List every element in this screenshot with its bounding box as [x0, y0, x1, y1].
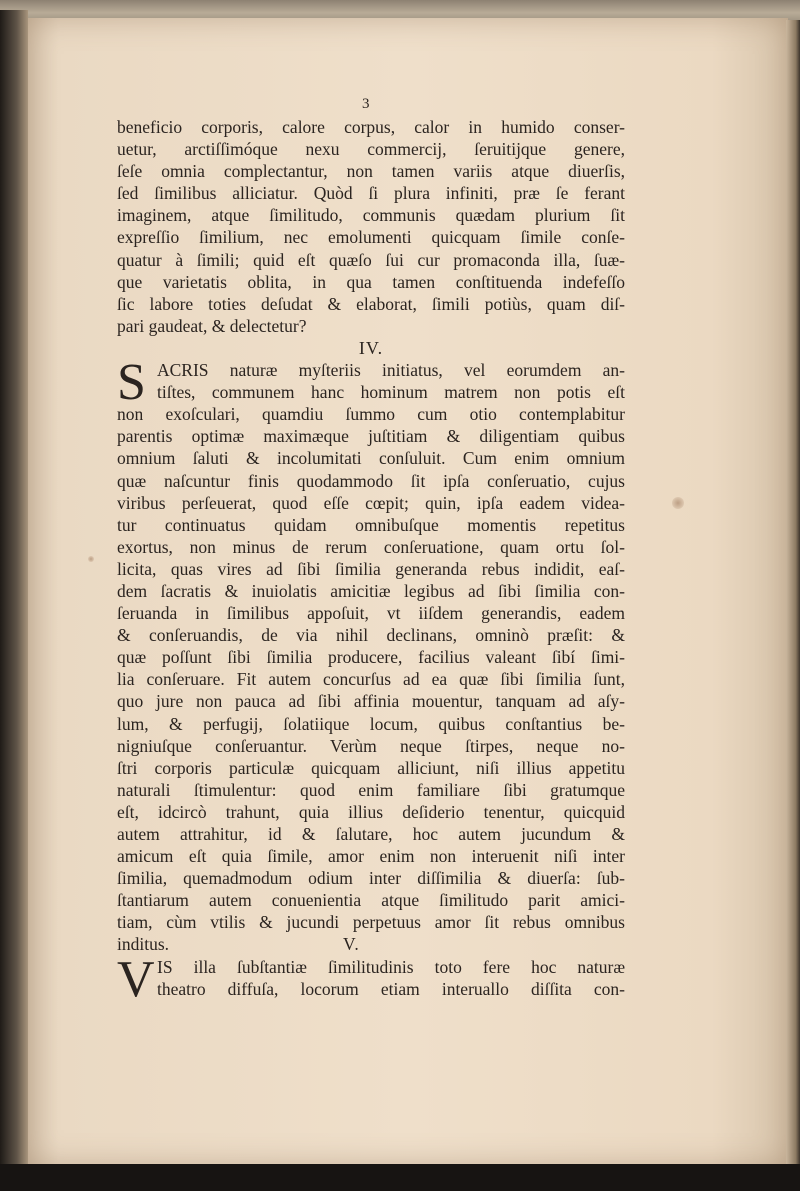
- closing-line: [117, 933, 625, 955]
- text-line: pari gaudeat, & delectetur?: [117, 315, 307, 336]
- section-v-opening: [117, 950, 625, 1008]
- text-line: ACRIS naturæ myſteriis initiatus, vel eorumdem an-: [157, 360, 625, 381]
- text-line: non exoſculari, quamdiu ſummo cum otio contemplabitur: [117, 404, 625, 425]
- text-line: licita, quas vires ad ſibi ſimilia generanda rebus indidit, eaſ-: [117, 558, 625, 579]
- text-line: imaginem, atque ſimilitudo, communis quædam plurium ſit: [117, 205, 625, 226]
- drop-cap-v: V: [117, 950, 155, 1008]
- text-line: quæ naſcuntur finis quodammodo ſit ipſa conſeruatio, cujus: [117, 470, 625, 491]
- text-line: quæ poſſunt ſibi ſimilia producere, facilius valeant ſibí ſimi-: [117, 647, 625, 668]
- text-line: omnium ſaluti & incolumitati conſuluit. Cum enim omnium: [117, 448, 625, 469]
- text-line: theatro diffuſa, locorum etiam interuallo diſſita con-: [157, 978, 625, 999]
- text-line: inditus.: [117, 934, 170, 955]
- text-line: naturali ſtimulentur: quod enim familiare ſibi gratumque: [117, 779, 625, 800]
- text-line: ſic labore toties deſudat & elaborat, ſimili potiùs, quam diſ-: [117, 293, 625, 314]
- text-line: IS illa ſubſtantiæ ſimilitudinis toto fere hoc naturæ: [157, 956, 625, 977]
- paper-stain: [672, 497, 684, 509]
- text-line: exortus, non minus de rerum conſeruatione, quam ortu ſol-: [117, 536, 625, 557]
- text-line: & conſeruandis, de via nihil declinans, omninò præſit: &: [117, 625, 625, 646]
- text-line: tur continuatus quidam omnibuſque momentis repetitus: [117, 514, 625, 535]
- text-line: ſtri corporis particulæ quicquam alliciunt, niſi illius appetitu: [117, 757, 625, 778]
- text-line: ſimilia, quemadmodum odium inter diſſimilia & diuerſa: ſub-: [117, 868, 625, 889]
- page-bottom-shadow: [0, 1164, 800, 1191]
- text-line: ſeruanda in ſimilibus appoſuit, vt iiſdem generandis, eadem: [117, 603, 625, 624]
- text-line: dem ſacratis & inuiolatis amicitiæ legibus ad ſibi ſimilia con-: [117, 580, 625, 601]
- section-iv-opening: [117, 354, 625, 412]
- text-line: que varietatis oblita, in qua tamen conſtituenda indefeſſo: [117, 271, 625, 292]
- text-line: quo jure non pauca ad ſibi affinia mouentur, tanquam ad aſy-: [117, 691, 625, 712]
- section-heading-v: V.: [343, 934, 360, 955]
- text-line: viribus perſeuerat, quod eſſe cœpit; quin, ipſa eadem videa-: [117, 492, 625, 513]
- book-binding: [0, 10, 28, 1170]
- text-line: expreſſio ſimilium, nec emolumenti quicquam ſimile conſe-: [117, 227, 625, 248]
- paper-stain: [88, 556, 94, 562]
- text-line: amicum eſt quia ſimile, amor enim non interuenit niſi inter: [117, 846, 625, 867]
- page-body-text: [117, 116, 625, 1008]
- text-line: ſeſe omnia complectantur, non tamen variis atque diuerſis,: [117, 161, 625, 182]
- page-number: 3: [362, 96, 370, 112]
- text-line: parentis optimæ maximæque juſtitiam & diligentiam quibus: [117, 426, 625, 447]
- text-line: beneficio corporis, calore corpus, calor in humido conser-: [117, 117, 625, 137]
- text-line: ſtantiarum autem conuenientia atque ſimilitudo parit amici-: [117, 890, 625, 911]
- text-line: nigniuſque conſeruantur. Verùm neque ſtirpes, neque no-: [117, 735, 625, 756]
- text-line: uetur, arctiſſimóque nexu commercij, ſeruitijque genere,: [117, 139, 625, 160]
- text-line: quatur à ſimili; quid eſt quæſo ſui cur promaconda illa, ſuæ-: [117, 249, 625, 270]
- text-line: lia conſeruare. Fit autem concurſus ad ea quæ ſibi ſimilia ſunt,: [117, 669, 625, 690]
- text-line: tiam, cùm vtilis & jucundi perpetuus amor ſit rebus omnibus: [117, 912, 625, 933]
- text-line: tiſtes, communem hanc hominum matrem non potis eſt: [157, 382, 625, 403]
- drop-cap-s: S: [117, 354, 146, 412]
- page-right-edge: [786, 20, 800, 1170]
- section-heading-iv: IV.: [358, 337, 384, 358]
- text-line: ſed ſimilibus alliciatur. Quòd ſi plura infiniti, præ ſe ferant: [117, 183, 625, 204]
- text-line: autem attrahitur, id & ſalutare, hoc autem jucundum &: [117, 824, 625, 844]
- text-line: lum, & perfugij, ſolatiique locum, quibus conſtantius be-: [117, 713, 625, 734]
- text-line: eſt, idcircò trahunt, quia illius deſiderio tenentur, quicquid: [117, 801, 625, 822]
